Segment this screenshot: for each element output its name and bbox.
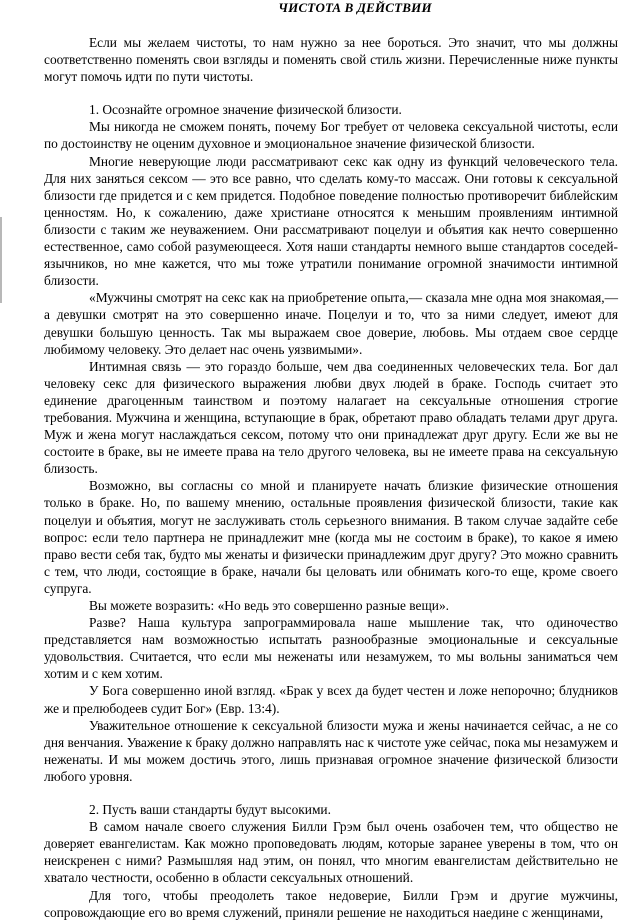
document-body [44,34,618,921]
paragraph: Многие неверующие люди рассматривают секс как одну из функций человеческого тела. Для них заняться сексом — это все равно, что сделать кому-то массаж. Они готовы к сексуальной близости где придется и с кем придется. Подобное поведение полностью противоречит библейским ценностям. Но, к сожалению, даже христиане относятся к меньшим проявлениям интимной близости с таким же неуважением. Они рассматривают поцелуи и объятия как нечто совершенно естественное, само собой разумеющееся. Хотя наши стандарты немного выше стандартов соседей-язычников, но мне кажется, что мы тоже утратили понимание огромной значимости интимной близости. [44,153,618,289]
paragraph: Если мы желаем чистоты, то нам нужно за нее бороться. Это значит, что мы должны соответственно поменять свои взгляды и поменять свой стиль жизни. Перечисленные ниже пункты могут помочь идти по пути чистоты. [44,35,618,85]
paragraph: Для того, чтобы преодолеть такое недоверие, Билли Грэм и другие мужчины, сопровождающие его во время служений, приняли решение не находиться наедине с женщинами, [44,887,618,920]
paragraph: Интимная связь — это гораздо больше, чем два соединенных человеческих тела. Бог дал человеку секс для физического выражения любви двух людей в браке. Господь считает это единение драгоценным таинством и поэтому налагает на сексуальные отношения строгие требования. Мужчина и женщина, вступающие в брак, обретают право обладать телами друг друга. Муж и жена могут наслаждаться сексом, потому что они принадлежат друг другу. Если же вы не состоите в браке, вы не имеете права на тело другого человека, вы не имеете права на сексуальную близость. [44,358,618,477]
section-heading: 2. Пусть ваши стандарты будут высокими. [89,802,331,818]
paragraph: Возможно, вы согласны со мной и планируете начать близкие физические отношения только в браке. Но, по вашему мнению, остальные проявления физической близости, такие как поцелуи и объятия, могут не заслуживать столь серьезного внимания. В таком случае задайте себе вопрос: если тело партнера не принадлежит мне (когда мы не состоим в браке), то какое я имею право вести себя так, будто мы женаты и физически принадлежим друг другу? Это можно сравнить с тем, что люди, состоящие в браке, начали бы целовать или обнимать кого-то еще, кроме своего супруга. [44,478,618,596]
paragraph: Мы никогда не сможем понять, почему Бог требует от человека сексуальной чистоты, если по достоинству не оценим духовное и эмоциональное значение физической близости. [44,119,618,152]
paragraph: «Мужчины смотрят на секс как на приобретение опыта,— сказала мне одна моя знакомая,— а девушки смотрят на это совершенно иначе. Поцелуи и то, что за ними следует, имеют для девушки большую ценность. Так мы выражаем свое доверие, любовь. Мы отдаем свое сердце любимому человеку. Это делает нас очень уязвимыми». [44,290,618,357]
section-heading: 1. Осознайте огромное значение физической близости. [89,102,402,118]
paragraph: В самом начале своего служения Билли Грэм был очень озабочен тем, что общество не доверяет евангелистам. Как можно проповедовать людям, которые заранее уверены в том, что он неискренен с ними? Размышляя над этим, он понял, что многим евангелистам действительно не хватало честности, особенно в области сексуальных отношений. [44,819,618,886]
margin-mark [0,217,2,303]
paragraph: Разве? Наша культура запрограммировала наше мышление так, что одиночество представляется нам возможностью испытать разнообразные эмоциональные и сексуальные удовольствия. Считается, что если мы неженаты или незамужем, то мы вольны заниматься чем хотим и с кем хотим. [44,615,618,682]
paragraph: Уважительное отношение к сексуальной близости мужа и жены начинается сейчас, а не со дня венчания. Уважение к браку должно направлять нас к чистоте уже сейчас, пока мы незамужем и неженаты. И мы можем достичь этого, лишь признавая огромное значение физической близости любого уровня. [44,717,618,784]
paragraph: Вы можете возразить: «Но ведь это совершенно разные вещи». [89,598,450,613]
paragraph: У Бога совершенно иной взгляд. «Брак у всех да будет честен и ложе непорочно; блудников же и прелюбодеев судит Бог» (Евр. 13:4). [44,683,618,716]
document-title: ЧИСТОТА В ДЕЙСТВИИ [278,0,432,15]
